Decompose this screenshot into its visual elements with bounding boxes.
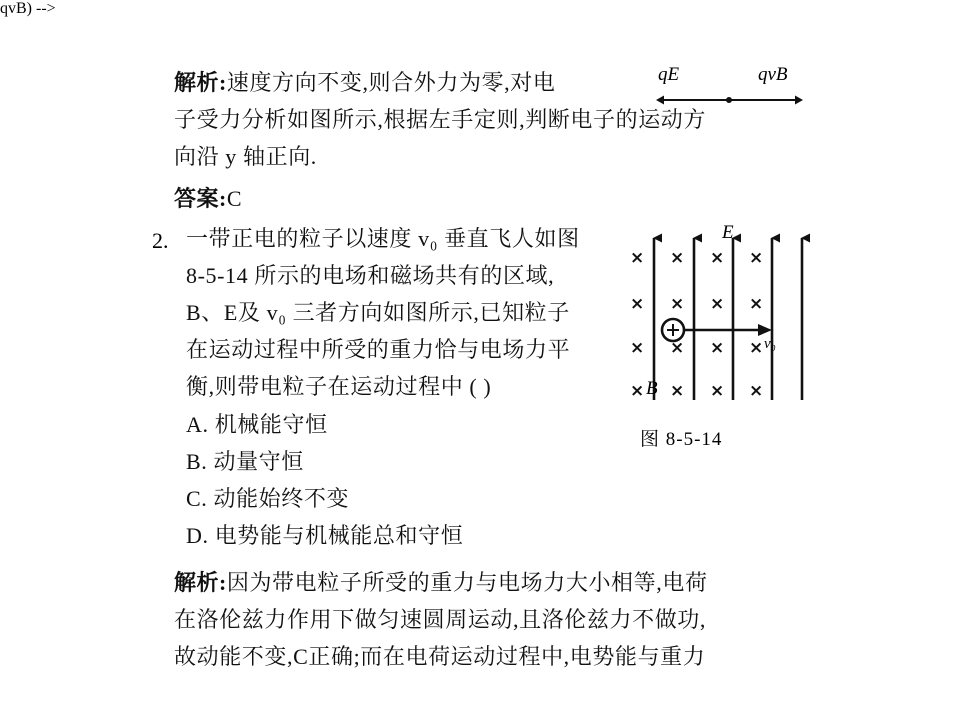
solution-2-text-1: 因为带电粒子所受的重力与电场力大小相等,电荷: [226, 570, 708, 595]
b-field-cross: ×: [630, 248, 645, 268]
b-field-cross: ×: [630, 294, 645, 314]
solution-1-line-1: [174, 72, 555, 94]
solution-1-colon: :: [219, 70, 227, 95]
solution-1-line-2: 子受力分析如图所示,根据左手定则,判断电子的运动方: [174, 107, 707, 132]
solution-2-colon: :: [219, 570, 227, 595]
answer-1-value: C: [226, 186, 243, 211]
b-field-cross: ×: [710, 381, 725, 401]
solution-1-line-3: 向沿 y 轴正向.: [174, 144, 317, 169]
solution-2-line-3: 故动能不变,C正确;而在电荷运动过程中,电势能与重力: [174, 644, 706, 669]
b-field-cross: ×: [670, 248, 685, 268]
question-2-option-b[interactable]: B. 动量守恒: [186, 449, 304, 474]
question-2-line-1: 一带正电的粒子以速度 v₀ 垂直飞人如图: [186, 226, 580, 251]
b-field-cross: ×: [630, 381, 645, 401]
velocity-label: v₀: [764, 336, 776, 352]
field-region-figure: [612, 222, 812, 408]
b-field-cross: ×: [710, 248, 725, 268]
force-label-qe: qE: [658, 64, 680, 85]
b-field-cross: ×: [630, 338, 645, 358]
question-2-number: 2.: [152, 228, 169, 253]
b-field-cross: ×: [710, 338, 725, 358]
worksheet-page: 解析:速度方向不变,则合外力为零,对电 子受力分析如图所示,根据左手定则,判断电子的运动方 向沿 y 轴正向. qvB) --> qE qvB 答案:C 2. 一带正电的粒子以速度 v₀ 垂直飞人如图 8-5-14 所示的电场和磁场共有的区域, B、E及 v₀ 三者方向如图所示,已知粒子 在运动过程中所受的重力恰与电场力平 衡,则带电粒子在运动过程中 ( ) A. 机械能守恒 B. 动量守恒 C. 动能始终不变 D. 电势能与机械能总和守恒 × × × × × × × × × × × × × × × × E B v₀ 图 8-5-14 解析:因为带电粒子所受的重力与电场力大小相等,电荷 在洛伦兹力作用下做匀速圆周运动,且洛伦兹力不做功, 故动能不变,C正确;而在电荷运动过程中,电势能与重力: [0, 0, 960, 720]
answer-1-line: [174, 188, 242, 210]
magnetic-field-label: B: [646, 378, 658, 399]
double-arrow-icon: [650, 64, 810, 116]
solution-2-line-2: 在洛伦兹力作用下做匀速圆周运动,且洛伦兹力不做功,: [174, 607, 707, 632]
b-field-cross: ×: [670, 294, 685, 314]
b-field-cross: ×: [749, 381, 764, 401]
question-2-option-d[interactable]: D. 电势能与机械能总和守恒: [186, 523, 464, 548]
question-2-line-2: 8-5-14 所示的电场和磁场共有的区域,: [186, 263, 555, 288]
force-label-qvb: qvB: [758, 64, 788, 85]
solution-1-text-1: 速度方向不变,则合外力为零,对电: [226, 70, 556, 95]
question-2-line-5: 衡,则带电粒子在运动过程中 ( ): [186, 374, 492, 399]
b-field-cross: ×: [670, 381, 685, 401]
answer-1-lead: 答案: [174, 186, 220, 211]
b-field-cross: ×: [749, 294, 764, 314]
force-balance-diagram: [650, 64, 810, 116]
electric-field-label: E: [722, 222, 734, 243]
solution-1-lead: 解析: [174, 70, 220, 95]
solution-2-lead: 解析: [174, 570, 220, 595]
question-2-option-c[interactable]: C. 动能始终不变: [186, 486, 350, 511]
answer-1-colon: :: [219, 186, 227, 211]
solution-2-line-1: [174, 572, 708, 594]
b-field-cross: ×: [749, 248, 764, 268]
question-2-line-4: 在运动过程中所受的重力恰与电场力平: [186, 337, 571, 362]
figure-caption: 图 8-5-14: [640, 429, 723, 450]
question-2-line-3: B、E及 v₀ 三者方向如图所示,已知粒子: [186, 300, 570, 325]
question-2-option-a[interactable]: A. 机械能守恒: [186, 412, 328, 437]
b-field-cross: ×: [749, 338, 764, 358]
b-field-cross: ×: [710, 294, 725, 314]
b-field-cross: ×: [670, 338, 685, 358]
